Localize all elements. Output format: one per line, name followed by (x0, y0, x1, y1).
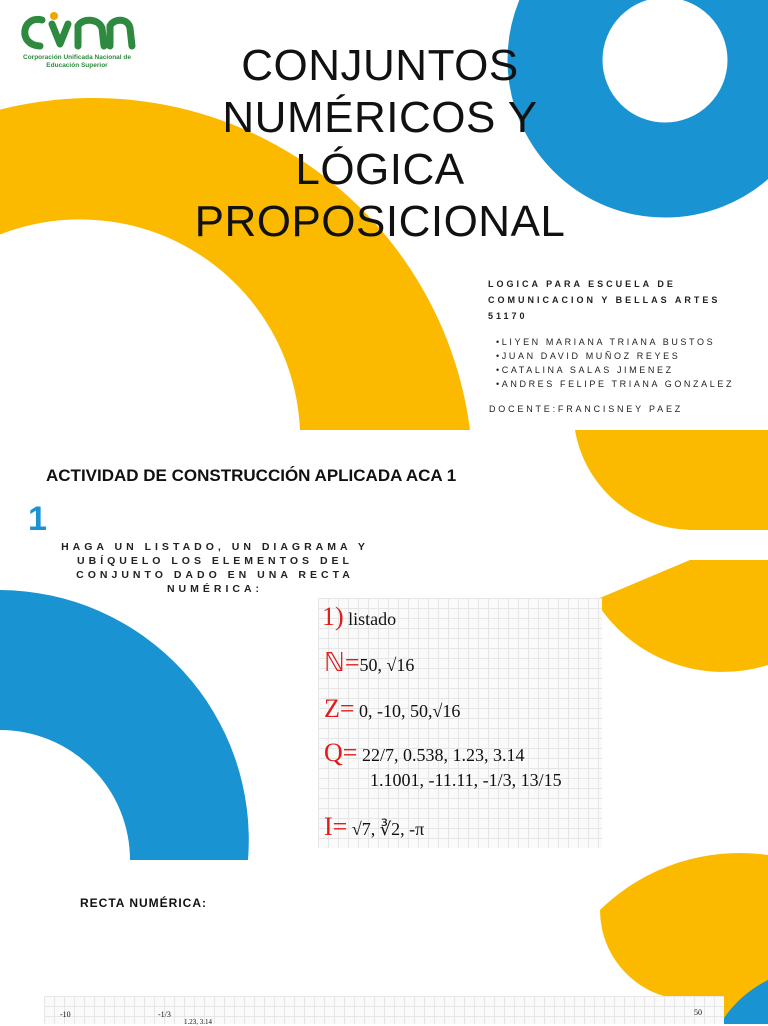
instruction-line: UBÍQUELO LOS ELEMENTOS DEL (77, 555, 353, 567)
listado-heading-text: listado (348, 609, 397, 629)
student-name: • ANDRES FELIPE TRIANA GONZALEZ (496, 377, 766, 391)
activity-instruction (30, 540, 400, 596)
logo-text: Corporación Unificada Nacional de Educación Superior (23, 54, 131, 69)
course-info (488, 276, 748, 324)
blue-arc-left (0, 590, 249, 860)
course-line: LOGICA PARA ESCUELA DE (488, 279, 676, 289)
set-symbol: ℕ= (324, 648, 360, 677)
set-row-naturals (324, 648, 414, 678)
title-line: LÓGICA (295, 145, 465, 194)
cun-logo-mark (12, 10, 142, 54)
student-name: • CATALINA SALAS JIMENEZ (496, 363, 766, 377)
student-name: • LIYEN MARIANA TRIANA BUSTOS (496, 335, 766, 349)
set-row-integers (324, 694, 460, 724)
student-list (496, 335, 766, 391)
yellow-arc-right (575, 430, 768, 672)
set-values: 0, -10, 50,√16 (359, 701, 461, 721)
recta-title: RECTA NUMÉRICA: (80, 896, 207, 910)
course-line: COMUNICACION Y BELLAS ARTES (488, 295, 721, 305)
number-line-label: -10 (60, 1010, 71, 1019)
listado-heading-number: 1) (322, 602, 344, 631)
number-line-label: 50 (694, 1008, 702, 1017)
listado-heading (322, 602, 396, 632)
instruction-line: NUMÉRICA: (166, 583, 264, 595)
activity-title: ACTIVIDAD DE CONSTRUCCIÓN APLICADA ACA 1 (46, 466, 457, 485)
set-row-rationals-cont (370, 770, 562, 791)
title-line: NUMÉRICOS Y (222, 93, 538, 142)
student-name: • JUAN DAVID MUÑOZ REYES (496, 349, 766, 363)
number-line-label: -1/3 (158, 1010, 171, 1019)
set-row-irrationals (324, 812, 424, 842)
set-values: 22/7, 0.538, 1.23, 3.14 (361, 745, 525, 765)
set-symbol: Z= (324, 694, 355, 723)
course-line: 51170 (488, 311, 528, 321)
set-symbol: Q= (324, 738, 358, 767)
activity-number: 1 (28, 500, 47, 538)
number-line-label: 1.23, 3.14 (184, 1018, 212, 1026)
title-line: CONJUNTOS (241, 41, 519, 90)
set-symbol: I= (324, 812, 348, 841)
listado-paper (318, 598, 602, 848)
set-values: √7, ∛2, -π (351, 819, 425, 839)
page-title (160, 40, 600, 248)
set-values: 50, √16 (359, 655, 415, 675)
teacher: DOCENTE:FRANCISNEY PAEZ (489, 404, 684, 414)
title-line: PROPOSICIONAL (194, 197, 566, 246)
number-line-image (44, 996, 724, 1024)
set-row-rationals (324, 738, 524, 768)
set-values: 1.1001, -11.11, -1/3, 13/15 (370, 770, 562, 790)
instruction-line: HAGA UN LISTADO, UN DIAGRAMA Y (61, 541, 369, 553)
instruction-line: CONJUNTO DADO EN UNA RECTA (76, 569, 354, 581)
